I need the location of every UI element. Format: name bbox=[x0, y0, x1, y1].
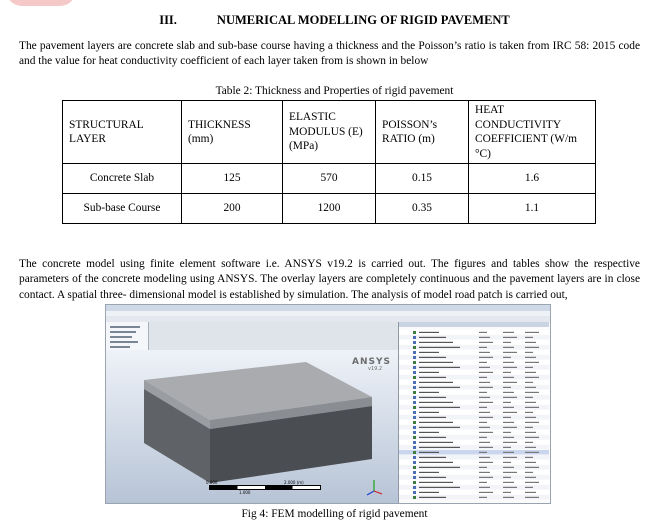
details-row-value bbox=[479, 342, 493, 343]
details-row-value bbox=[503, 362, 514, 363]
details-row-text bbox=[419, 382, 453, 383]
details-row-icon bbox=[413, 366, 416, 369]
details-row-value bbox=[503, 497, 514, 498]
details-row-value bbox=[503, 352, 517, 353]
details-row-value bbox=[503, 387, 511, 388]
ansys-logo: ANSYS bbox=[352, 357, 391, 367]
details-row-value bbox=[479, 402, 493, 403]
figure-caption: Fig 4: FEM modelling of rigid pavement bbox=[241, 508, 428, 520]
details-row-text bbox=[419, 362, 453, 363]
details-row-text bbox=[419, 407, 460, 408]
cell-thickness: 125 bbox=[182, 164, 283, 194]
details-row-text bbox=[419, 332, 439, 333]
details-row-value bbox=[525, 477, 536, 478]
details-row-icon bbox=[413, 441, 416, 444]
details-row-value bbox=[479, 432, 493, 433]
details-row-value bbox=[479, 417, 493, 418]
details-row-value bbox=[525, 467, 539, 468]
details-row-text bbox=[419, 367, 460, 368]
details-row-value bbox=[479, 407, 487, 408]
details-row-value bbox=[525, 487, 533, 488]
details-row-value bbox=[525, 337, 533, 338]
details-row-value bbox=[525, 472, 533, 473]
pavement-block-model bbox=[106, 305, 398, 503]
details-row-text bbox=[419, 412, 439, 413]
details-row-value bbox=[503, 367, 517, 368]
scale-label-mid: 1.000 bbox=[239, 490, 251, 495]
details-row-icon bbox=[413, 481, 416, 484]
details-row-value bbox=[525, 447, 536, 448]
details-panel bbox=[398, 322, 551, 503]
cell-modulus: 1200 bbox=[283, 194, 376, 224]
details-table-graphic bbox=[399, 322, 549, 503]
journal-logo-fragment bbox=[6, 0, 76, 6]
details-row-value bbox=[503, 442, 517, 443]
details-row-value bbox=[503, 437, 514, 438]
details-row-text bbox=[419, 437, 446, 438]
details-row-value bbox=[525, 347, 539, 348]
details-row-icon bbox=[413, 376, 416, 379]
details-row-text bbox=[419, 487, 460, 488]
details-row-icon bbox=[413, 411, 416, 414]
details-row-value bbox=[525, 392, 539, 393]
details-row-value bbox=[479, 422, 487, 423]
section-title: NUMERICAL MODELLING OF RIGID PAVEMENT bbox=[216, 13, 510, 27]
details-row-value bbox=[525, 432, 536, 433]
header-poisson-ratio: POISSON’s RATIO (m) bbox=[376, 101, 469, 164]
details-row-icon bbox=[413, 446, 416, 449]
details-row-icon bbox=[413, 421, 416, 424]
details-row-value bbox=[525, 387, 536, 388]
details-row-icon bbox=[413, 456, 416, 459]
details-row-value bbox=[479, 447, 493, 448]
details-row-value bbox=[503, 432, 511, 433]
cell-conductivity: 1.1 bbox=[469, 194, 596, 224]
details-row-icon bbox=[413, 451, 416, 454]
cell-layer: Concrete Slab bbox=[63, 164, 182, 194]
details-row-icon bbox=[413, 491, 416, 494]
details-row-value bbox=[503, 462, 511, 463]
details-row-icon bbox=[413, 466, 416, 469]
details-row-value bbox=[525, 362, 539, 363]
details-row-text bbox=[419, 482, 453, 483]
details-row-value bbox=[503, 402, 511, 403]
details-row-value bbox=[479, 467, 487, 468]
details-row-icon bbox=[413, 436, 416, 439]
table-row bbox=[63, 194, 596, 224]
details-row-text bbox=[419, 372, 439, 373]
details-row-icon bbox=[413, 346, 416, 349]
details-row-value bbox=[525, 442, 533, 443]
details-row-value bbox=[479, 392, 487, 393]
details-row-value bbox=[503, 372, 511, 373]
details-row-value bbox=[479, 427, 490, 428]
details-row-value bbox=[479, 337, 490, 338]
details-row-value bbox=[503, 487, 517, 488]
details-row-value bbox=[525, 357, 536, 358]
details-row-value bbox=[525, 437, 539, 438]
cell-conductivity: 1.6 bbox=[469, 164, 596, 194]
details-row-value bbox=[503, 407, 514, 408]
details-row-icon bbox=[413, 461, 416, 464]
details-row-icon bbox=[413, 386, 416, 389]
details-row-icon bbox=[413, 426, 416, 429]
analysis-paragraph: The concrete model using finite element software i.e. ANSYS v19.2 is carried out. The figures and tables show the respective parameters of the concrete modeling using ANSYS. The overlay layers are completely continuous and the pavement layers are in close contact. A spatial three- dimensional model is established by simulation. The analysis of model road patch is carried out, bbox=[19, 258, 640, 301]
details-row-value bbox=[503, 342, 511, 343]
details-row-text bbox=[419, 397, 446, 398]
details-row-value bbox=[479, 377, 487, 378]
details-row-value bbox=[479, 412, 490, 413]
details-row-value bbox=[525, 457, 533, 458]
details-row-value bbox=[479, 362, 487, 363]
details-row-text bbox=[419, 447, 460, 448]
details-row-icon bbox=[413, 371, 416, 374]
details-row-value bbox=[503, 422, 514, 423]
details-row-value bbox=[503, 427, 517, 428]
details-row-value bbox=[479, 367, 490, 368]
section-number: III. bbox=[159, 13, 177, 27]
details-row-value bbox=[479, 482, 487, 483]
details-row-value bbox=[503, 412, 517, 413]
details-row-value bbox=[503, 447, 511, 448]
cell-poisson: 0.35 bbox=[376, 194, 469, 224]
details-row-icon bbox=[413, 356, 416, 359]
cell-poisson: 0.15 bbox=[376, 164, 469, 194]
details-row-value bbox=[525, 367, 533, 368]
header-thickness: THICKNESS (mm) bbox=[182, 101, 283, 164]
details-row-value bbox=[479, 437, 487, 438]
cell-modulus: 570 bbox=[283, 164, 376, 194]
details-row-value bbox=[479, 452, 487, 453]
table-caption: Table 2: Thickness and Properties of rigid pavement bbox=[215, 85, 454, 97]
header-elastic-modulus: ELASTIC MODULUS (E) (MPa) bbox=[283, 101, 376, 164]
details-row-text bbox=[419, 377, 446, 378]
ansys-screenshot-figure bbox=[105, 304, 551, 504]
details-row-icon bbox=[413, 341, 416, 344]
details-row-icon bbox=[413, 406, 416, 409]
details-row-value bbox=[479, 462, 493, 463]
details-row-icon bbox=[413, 361, 416, 364]
details-row-text bbox=[419, 492, 439, 493]
details-row-value bbox=[479, 487, 490, 488]
details-row-value bbox=[479, 397, 490, 398]
details-row-icon bbox=[413, 416, 416, 419]
header-structural-layer: STRUCTURAL LAYER bbox=[63, 101, 182, 164]
axis-triad-icon bbox=[364, 477, 384, 497]
details-row-value bbox=[503, 392, 514, 393]
details-row-text bbox=[419, 417, 446, 418]
details-row-text bbox=[419, 387, 460, 388]
details-row-value bbox=[479, 477, 493, 478]
details-row-icon bbox=[413, 331, 416, 334]
details-row-icon bbox=[413, 431, 416, 434]
details-row-value bbox=[525, 352, 533, 353]
details-row-text bbox=[419, 402, 453, 403]
details-row-value bbox=[525, 372, 536, 373]
details-row-value bbox=[525, 462, 536, 463]
details-row-text bbox=[419, 472, 439, 473]
details-row-value bbox=[479, 332, 487, 333]
details-row-text bbox=[419, 477, 446, 478]
details-row-icon bbox=[413, 476, 416, 479]
details-row-value bbox=[525, 332, 539, 333]
details-row-value bbox=[503, 382, 517, 383]
details-row-value bbox=[479, 372, 493, 373]
details-row-text bbox=[419, 337, 446, 338]
details-row-text bbox=[419, 427, 460, 428]
details-row-text bbox=[419, 357, 446, 358]
details-row-text bbox=[419, 467, 460, 468]
details-row-icon bbox=[413, 396, 416, 399]
details-row-value bbox=[503, 397, 517, 398]
details-row-value bbox=[503, 482, 514, 483]
details-row-value bbox=[503, 347, 514, 348]
details-row-value bbox=[525, 402, 536, 403]
header-heat-conductivity: HEAT CONDUCTIVITY COEFFICIENT (W/m °C) bbox=[469, 101, 596, 164]
scale-label-end: 2.000 (m) bbox=[284, 480, 304, 485]
details-row-value bbox=[479, 357, 493, 358]
details-row-value bbox=[503, 492, 511, 493]
table-row bbox=[63, 164, 596, 194]
details-row-value bbox=[525, 382, 533, 383]
details-row-text bbox=[419, 452, 439, 453]
scale-label-start: 0.000 bbox=[206, 480, 218, 485]
details-row-value bbox=[503, 472, 517, 473]
details-row-value bbox=[525, 452, 539, 453]
details-row-value bbox=[503, 477, 511, 478]
section-heading bbox=[0, 13, 669, 28]
details-row-value bbox=[479, 352, 490, 353]
details-row-value bbox=[503, 457, 517, 458]
details-row-text bbox=[419, 347, 460, 348]
details-row-value bbox=[503, 337, 517, 338]
details-row-text bbox=[419, 352, 439, 353]
details-row-value bbox=[525, 497, 539, 498]
details-row-value bbox=[525, 427, 533, 428]
details-row-text bbox=[419, 342, 453, 343]
details-row-value bbox=[525, 397, 533, 398]
details-row-value bbox=[503, 417, 511, 418]
details-row-text bbox=[419, 462, 453, 463]
intro-paragraph: The pavement layers are concrete slab and sub-base course having a thickness and the Poisson’s ratio is taken from IRC 58: 2015 code and the value for heat conductivity coefficient of each layer taken from is shown in below bbox=[19, 40, 640, 68]
details-row-icon bbox=[413, 496, 416, 499]
details-row-value bbox=[479, 442, 490, 443]
cell-thickness: 200 bbox=[182, 194, 283, 224]
details-row-value bbox=[503, 467, 514, 468]
details-row-value bbox=[525, 407, 539, 408]
details-row-value bbox=[479, 387, 493, 388]
details-row-value bbox=[479, 497, 487, 498]
details-row-value bbox=[479, 472, 490, 473]
details-row-value bbox=[525, 377, 539, 378]
details-row-value bbox=[479, 492, 493, 493]
ansys-version: v19.2 bbox=[368, 366, 383, 372]
details-row-text bbox=[419, 432, 439, 433]
details-row-icon bbox=[413, 381, 416, 384]
details-row-value bbox=[479, 347, 487, 348]
details-row-icon bbox=[413, 401, 416, 404]
details-row-value bbox=[503, 377, 514, 378]
details-row-value bbox=[525, 342, 536, 343]
details-row-value bbox=[525, 422, 539, 423]
details-row-value bbox=[525, 417, 536, 418]
table-header-row bbox=[63, 101, 596, 164]
details-row-value bbox=[525, 482, 539, 483]
details-row-icon bbox=[413, 471, 416, 474]
scale-bar bbox=[209, 485, 321, 490]
details-row-text bbox=[419, 457, 446, 458]
details-row-text bbox=[419, 422, 453, 423]
details-row-value bbox=[503, 357, 511, 358]
details-row-value bbox=[503, 452, 514, 453]
details-row-text bbox=[419, 497, 446, 498]
details-row-icon bbox=[413, 486, 416, 489]
details-row-value bbox=[479, 457, 490, 458]
details-row-value bbox=[525, 492, 536, 493]
details-row-value bbox=[525, 412, 533, 413]
details-row-value bbox=[503, 332, 514, 333]
details-row-text bbox=[419, 392, 439, 393]
details-row-value bbox=[479, 382, 490, 383]
details-row-icon bbox=[413, 336, 416, 339]
cell-layer: Sub-base Course bbox=[63, 194, 182, 224]
details-row-icon bbox=[413, 351, 416, 354]
details-row-icon bbox=[413, 391, 416, 394]
details-row-text bbox=[419, 442, 453, 443]
properties-table bbox=[62, 100, 596, 224]
